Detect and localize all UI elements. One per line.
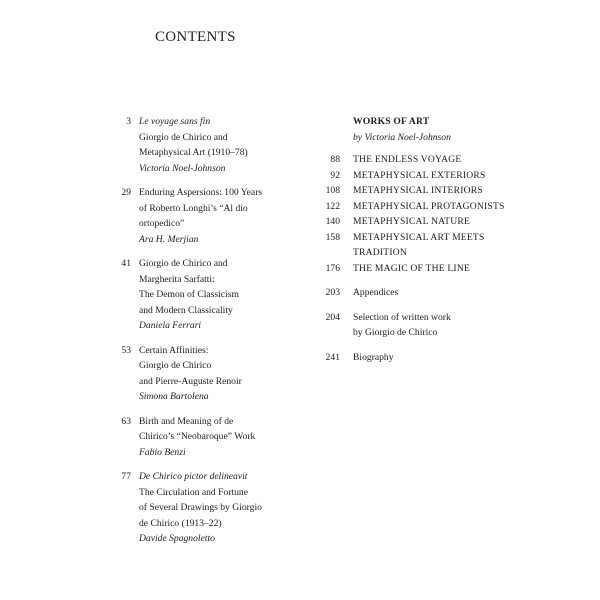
entry-text: [353, 199, 512, 215]
entry-text: [139, 185, 310, 247]
entry-text: [139, 256, 310, 334]
entry-line: de Chirico (1913–22): [139, 517, 222, 529]
entry-italic-line: Fabio Benzi: [139, 446, 186, 458]
entry-line: METAPHYSICAL EXTERIORS: [353, 169, 486, 181]
toc-entry[interactable]: [312, 199, 512, 215]
entry-line: METAPHYSICAL INTERIORS: [353, 185, 483, 196]
entry-line: Margherita Sarfatti:: [139, 273, 215, 285]
entry-line: by Giorgio de Chirico: [353, 327, 438, 338]
entry-line: Giorgio de Chirico and: [139, 258, 228, 269]
entry-text: [353, 310, 512, 341]
page-number: 63: [121, 415, 131, 427]
entry-line: ortopedico”: [139, 218, 185, 229]
entry-text: [139, 114, 310, 176]
entry-line: THE ENDLESS VOYAGE: [353, 154, 462, 165]
entry-italic-line: Daniela Ferrari: [139, 320, 202, 331]
page-number: 92: [330, 169, 340, 181]
page-number: 203: [325, 287, 340, 298]
toc-entry[interactable]: [312, 183, 512, 199]
page-number: 41: [121, 258, 131, 269]
page-number: 158: [325, 231, 340, 243]
page-number: 204: [325, 311, 340, 323]
page-number: 176: [325, 262, 340, 274]
toc-entry[interactable]: [110, 469, 310, 547]
toc-entry[interactable]: [312, 168, 512, 184]
toc-entry[interactable]: [312, 310, 512, 341]
contents-right-column: [312, 114, 512, 365]
entry-text: [353, 214, 512, 230]
entry-line: The Circulation and Fortune: [139, 486, 248, 498]
entry-line: METAPHYSICAL ART MEETS: [353, 231, 485, 243]
entry-italic-line: Ara H. Merjian: [139, 233, 199, 245]
page-number: 3: [126, 116, 131, 127]
entry-text: [139, 469, 310, 547]
entry-line: Giorgio de Chirico: [139, 360, 212, 371]
page-number: 122: [325, 200, 340, 212]
entry-line: and Pierre-Auguste Renoir: [139, 375, 242, 387]
entry-line: of Roberto Longhi’s “Al dio: [139, 202, 248, 214]
entry-text: [353, 261, 512, 277]
toc-entry[interactable]: [312, 230, 512, 261]
appendices-list: [312, 285, 512, 365]
toc-entry[interactable]: [312, 261, 512, 277]
entry-line: Certain Affinities:: [139, 344, 209, 356]
entry-text: [139, 343, 310, 405]
entry-italic-line: De Chirico pictor delineavit: [139, 471, 248, 482]
entry-italic-line: Le voyage sans fin: [139, 116, 211, 127]
entry-line: METAPHYSICAL NATURE: [353, 216, 471, 227]
entry-line: Birth and Meaning of de: [139, 415, 234, 427]
page-number: 140: [325, 216, 340, 227]
toc-entry[interactable]: [110, 256, 310, 334]
entry-line: TRADITION: [353, 247, 408, 258]
toc-entry[interactable]: [312, 152, 512, 168]
page-number: 241: [325, 351, 340, 363]
entry-line: Chirico’s “Neobaroque” Work: [139, 431, 256, 442]
page-number: 88: [330, 154, 340, 165]
entry-line: Appendices: [353, 287, 399, 298]
entry-line: Giorgio de Chirico and: [139, 131, 228, 143]
entry-text: [139, 414, 310, 461]
entry-italic-line: Davide Spagnoletto: [139, 533, 215, 544]
entry-line: Enduring Aspersions: 100 Years: [139, 187, 263, 198]
entry-line: The Demon of Classicism: [139, 289, 239, 300]
works-of-art-list: [312, 152, 512, 276]
entry-text: [353, 285, 512, 301]
toc-entry[interactable]: [110, 343, 310, 405]
page-title: CONTENTS: [155, 29, 236, 45]
page-number: 53: [121, 344, 131, 356]
toc-entry[interactable]: [312, 285, 512, 301]
entry-line: METAPHYSICAL PROTAGONISTS: [353, 200, 505, 212]
contents-left-column: [110, 114, 310, 556]
toc-entry[interactable]: [110, 414, 310, 461]
page-number: 77: [121, 471, 131, 482]
entry-text: [353, 152, 512, 168]
works-of-art-heading: WORKS OF ART: [353, 116, 430, 127]
toc-entry[interactable]: [110, 114, 310, 176]
entry-line: Metaphysical Art (1910–78): [139, 147, 248, 158]
entry-line: and Modern Classicality: [139, 304, 233, 316]
entry-line: Biography: [353, 351, 394, 363]
toc-entry[interactable]: [312, 350, 512, 366]
page-number: 29: [121, 187, 131, 198]
entry-line: of Several Drawings by Giorgio: [139, 502, 262, 513]
entry-italic-line: Simona Bartolena: [139, 391, 209, 402]
toc-entry[interactable]: [110, 185, 310, 247]
page-number: 108: [325, 185, 340, 196]
entry-text: [353, 350, 512, 366]
entry-italic-line: Victoria Noel-Johnson: [139, 162, 226, 174]
entry-text: [353, 230, 512, 261]
entry-text: [353, 168, 512, 184]
works-of-art-author: by Victoria Noel-Johnson: [353, 131, 451, 143]
toc-entry[interactable]: [312, 214, 512, 230]
entry-line: Selection of written work: [353, 311, 451, 323]
entry-line: THE MAGIC OF THE LINE: [353, 262, 471, 274]
entry-text: [353, 183, 512, 199]
